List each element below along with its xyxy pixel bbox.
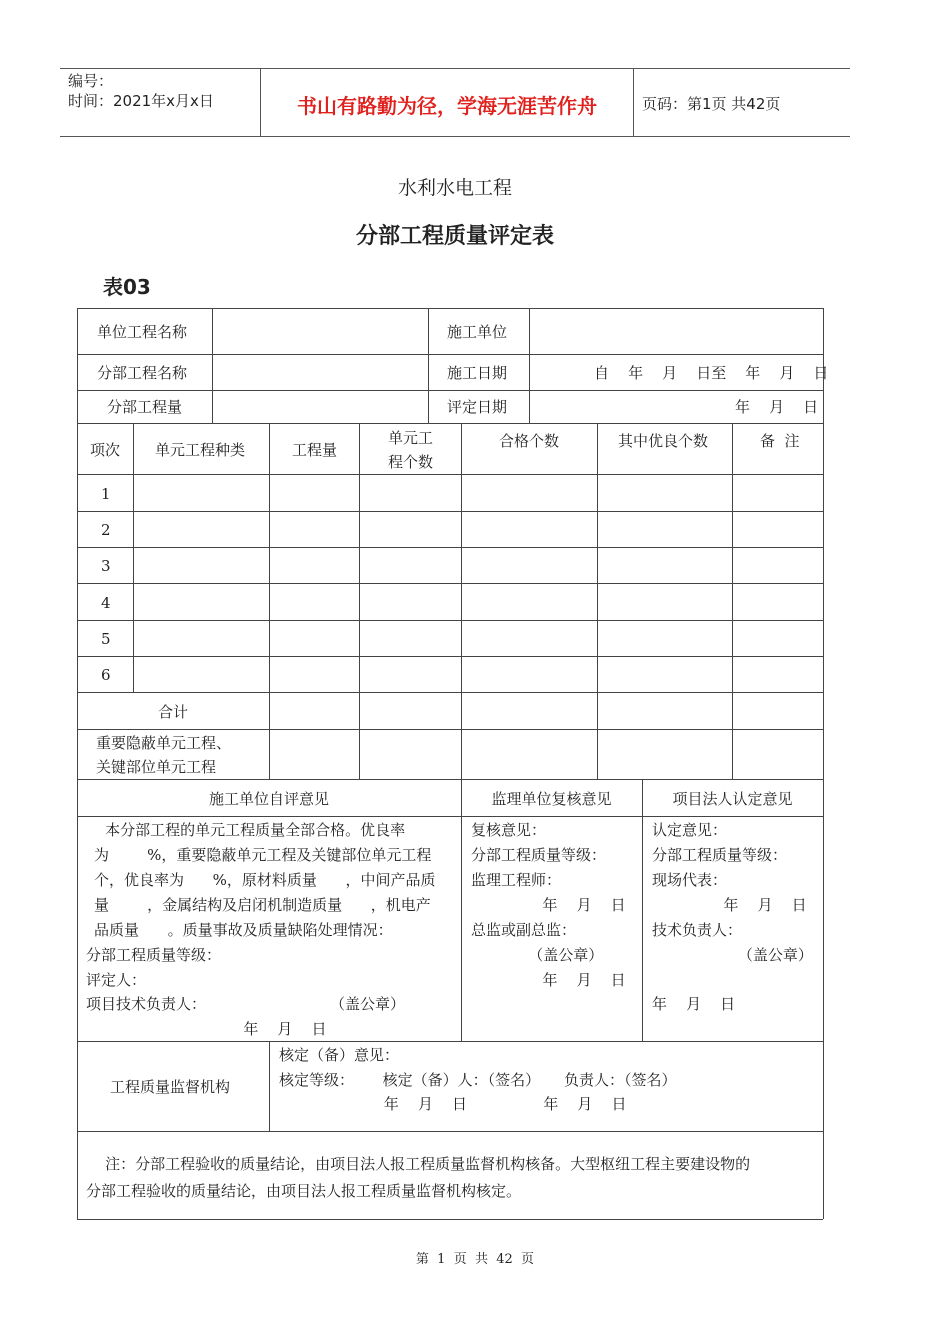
supervision-line: 复核意见： (471, 821, 547, 839)
header-divider-1 (260, 68, 261, 136)
evaluation-date-value: 年 月 日 (735, 398, 819, 416)
header-bottom-rule (60, 136, 850, 137)
supervisory-line-2: 核定等级： 核定（备）人：（签名） 负责人：（签名） (279, 1071, 677, 1089)
label-construction-unit: 施工单位 (447, 323, 508, 341)
grid-rule-5 (77, 656, 823, 657)
label-construction-date: 施工日期 (447, 364, 508, 382)
grid-rule-2 (77, 547, 823, 548)
opinion-title-rule (77, 816, 823, 817)
label-sub-project-name: 分部工程名称 (97, 364, 188, 382)
grid-col-2 (269, 423, 270, 779)
info-rule-3 (77, 423, 823, 424)
key-units-label-2: 关键部位单元工程 (96, 758, 217, 776)
supervision-review-title: 监理单位复核意见 (491, 790, 612, 808)
row-number: 1 (101, 485, 111, 503)
self-line: 年 月 日 (86, 1020, 327, 1038)
time-label: 时间：2021年x月x日 (68, 92, 214, 110)
owner-line: （盖公章） (652, 946, 813, 964)
row-number: 6 (101, 666, 111, 684)
grid-rule-4 (77, 620, 823, 621)
form-border-right (823, 308, 824, 1219)
header-divider-2 (633, 68, 634, 136)
self-line: 个，优良率为 %，原材料质量 ，中间产品质 (94, 871, 436, 889)
owner-line: 分部工程质量等级： (652, 846, 788, 864)
grid-rule-header (77, 474, 823, 475)
grid-col-6 (732, 423, 733, 779)
owner-line: 技术负责人： (652, 921, 743, 939)
owner-line: 年 月 日 (652, 896, 807, 914)
opinion-bottom-rule (77, 1041, 823, 1042)
header-unit-type: 单元工程种类 (155, 441, 246, 459)
self-line: 为 %，重要隐蔽单元工程及关键部位单元工程 (94, 846, 432, 864)
grid-col-1 (133, 423, 134, 692)
grid-col-3 (359, 423, 360, 779)
construction-date-range: 自 年 月 日至 年 月 日 (594, 364, 829, 382)
note-line-2: 分部工程验收的质量结论，由项目法人报工程质量监督机构核定。 (86, 1182, 522, 1200)
self-evaluation-title: 施工单位自评意见 (208, 790, 329, 808)
owner-confirmation-title: 项目法人认定意见 (672, 790, 793, 808)
header-qualified: 合格个数 (499, 432, 560, 450)
row-number: 2 (101, 521, 111, 539)
grid-rule-3 (77, 583, 823, 584)
grid-rule-1 (77, 511, 823, 512)
doc-title: 分部工程质量评定表 (355, 224, 554, 249)
supervisory-agency-label: 工程质量监督机构 (110, 1078, 231, 1096)
supervision-line: 总监或副总监： (471, 921, 577, 939)
self-line: 分部工程质量等级： (86, 946, 222, 964)
form-border-top (77, 308, 823, 309)
self-line: 项目技术负责人： （盖公章） (86, 995, 405, 1013)
table-code: 表03 (103, 275, 151, 299)
header-excellent: 其中优良个数 (618, 432, 709, 450)
header-unit-count-1: 单元工 (388, 429, 434, 447)
supervision-line: （盖公章） (471, 946, 604, 964)
owner-line: 现场代表： (652, 871, 728, 889)
grid-rule-6 (77, 692, 823, 693)
self-line: 量 ，金属结构及启闭机制造质量 ，机电产 (94, 896, 431, 914)
opinion-col-1 (461, 779, 462, 1041)
page-footer: 第 1 页 共 42 页 (415, 1252, 535, 1267)
label-unit-project-name: 单位工程名称 (97, 323, 188, 341)
key-units-label-1: 重要隐蔽单元工程、 (96, 734, 232, 752)
supervision-line: 分部工程质量等级： (471, 846, 607, 864)
header-top-rule (60, 68, 850, 69)
supervisory-bottom-rule (77, 1131, 823, 1132)
owner-line: 认定意见： (652, 821, 728, 839)
grid-col-5 (597, 423, 598, 779)
opinion-col-2 (642, 779, 643, 1041)
header-remark: 备 注 (760, 432, 800, 450)
owner-line: 年 月 日 (652, 995, 736, 1013)
label-sub-project-quantity: 分部工程量 (107, 398, 183, 416)
supervisory-col (269, 1041, 270, 1131)
grid-rule-total (77, 729, 823, 730)
supervisory-line-3: 年 月 日 年 月 日 (279, 1095, 627, 1113)
info-rule-2 (77, 390, 823, 391)
doc-subtitle: 水利水电工程 (397, 177, 512, 199)
supervisory-line-1: 核定（备）意见： (279, 1046, 400, 1064)
supervision-line: 年 月 日 (471, 896, 626, 914)
note-line-1: 注：分部工程验收的质量结论，由项目法人报工程质量监督机构核备。大型枢纽工程主要建设物的 (86, 1155, 751, 1173)
number-label: 编号： (68, 72, 114, 90)
self-line: 品质量 。质量事故及质量缺陷处理情况： (94, 921, 393, 939)
supervision-line: 年 月 日 (471, 971, 626, 989)
info-col-2 (428, 308, 429, 423)
row-number: 3 (101, 557, 111, 575)
self-line: 本分部工程的单元工程质量全部合格。优良率 (86, 821, 406, 839)
supervision-line: 监理工程师： (471, 871, 562, 889)
motto: 书山有路勤为径，学海无涯苦作舟 (297, 94, 597, 118)
header-meta (68, 71, 214, 111)
info-rule-1 (77, 354, 823, 355)
row-number: 5 (101, 630, 111, 648)
header-item: 项次 (90, 441, 121, 459)
info-col-3 (529, 308, 530, 423)
header-quantity: 工程量 (292, 441, 338, 459)
total-label: 合计 (158, 703, 189, 721)
form-border-left (77, 308, 78, 1219)
header-unit-count-2: 程个数 (388, 453, 434, 471)
info-col-1 (212, 308, 213, 423)
form-border-bottom (77, 1219, 823, 1220)
self-line: 评定人： (86, 971, 147, 989)
label-evaluation-date: 评定日期 (447, 398, 508, 416)
page-info: 页码：第1页 共42页 (642, 95, 781, 113)
grid-rule-key (77, 779, 823, 780)
grid-col-4 (461, 423, 462, 779)
row-number: 4 (101, 594, 111, 612)
